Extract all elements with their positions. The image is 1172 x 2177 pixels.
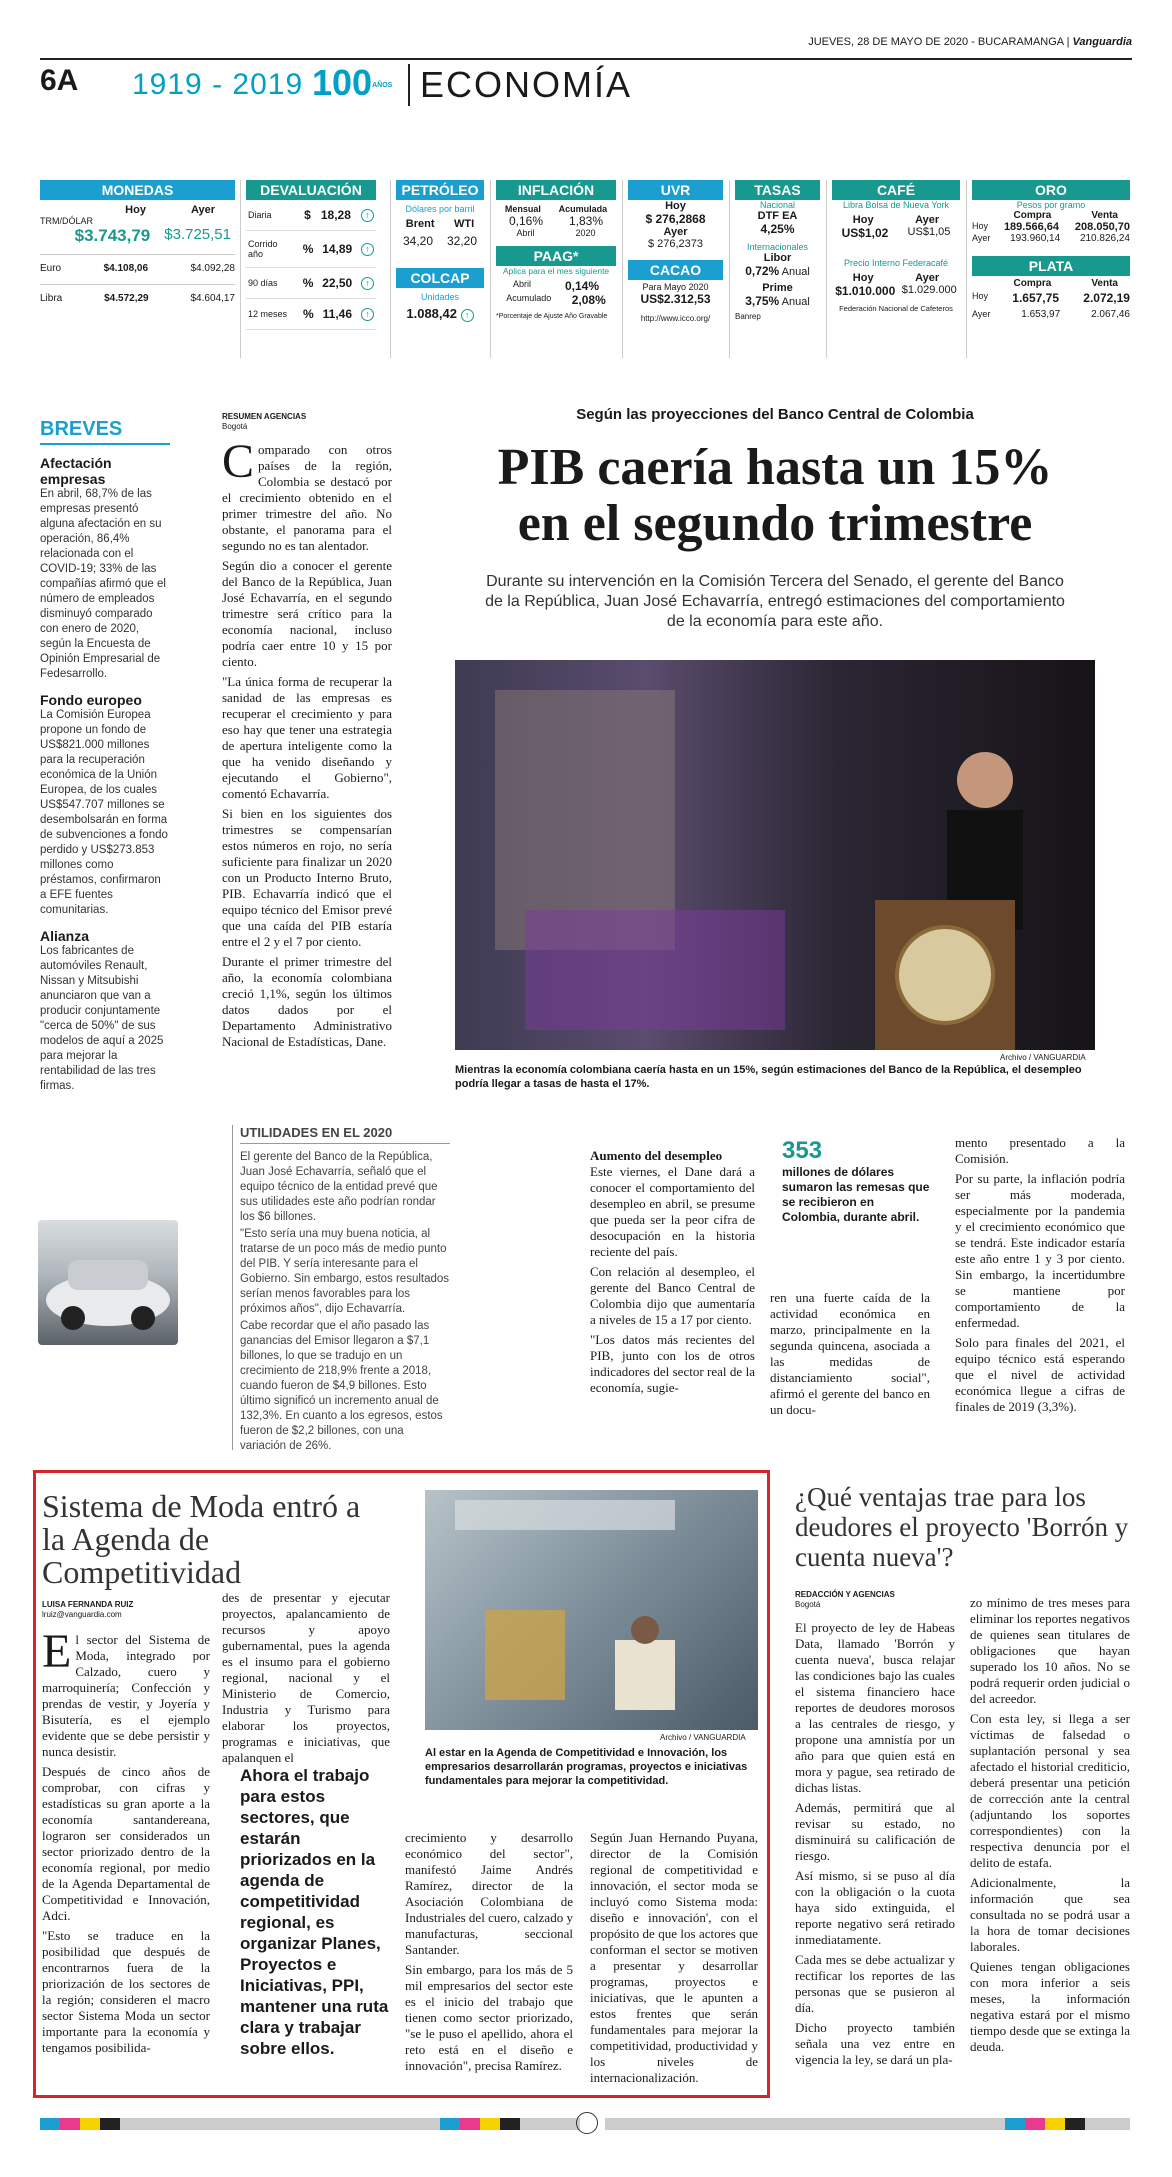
years-label: 1919 - 2019 [132, 68, 304, 101]
trm-label: TRM/DÓLAR [40, 216, 94, 226]
paragraph: Con relación al desempleo, el gerente del Banco Central de Colombia dijo que aumentaría a niveles de 15 a 17 por ciento. [590, 1264, 755, 1327]
main-deck: Durante su intervención en la Comisión Tercera del Senado, el gerente del Banco de la República, Juan José Echavarría, entregó estimaciones del comportamiento de la economía para este año. [485, 573, 1065, 630]
cacao-title: CACAO [628, 260, 723, 280]
oro-box [972, 180, 1130, 320]
oro-sub: Pesos por gramo [1016, 200, 1086, 210]
brent-label: Brent [405, 218, 435, 230]
paragraph: Con esta ley, si llega a ser víctimas de falsedad o suplantación personal y sea afectado el historial crediticio, deberá presentar una petición de corrección ante la central (adjuntando los soportes correspondientes) con la respectiva denuncia por el delito de estafa. [970, 1711, 1130, 1870]
plata-ayer-label: Ayer [972, 309, 991, 319]
uvr-ayer-label: Ayer [663, 226, 688, 238]
arrow-up-icon: ↑ [461, 309, 474, 322]
devaluacion-value: 14,89 [322, 242, 353, 256]
libra-label: Libra [40, 293, 63, 304]
acumulada-sub: 2020 [575, 228, 596, 238]
tasas-internacionales: Internacionales [746, 242, 809, 252]
utilidades-border [232, 1125, 233, 1450]
breve-text: En abril, 68,7% de las empresas presentó alguna afectación en su operación, 86,4% relacionada con el COVID-19; 33% de las compañías afirmó que el número de empleados disminuyó comparado con enero de 2020, según la Encuesta de Opinión Empresarial de Fedesarrollo. [40, 488, 166, 680]
paragraph: Dicho proyecto también señala una vez entre en vigencia la ley, se dará un pla- [795, 2020, 955, 2067]
tasas-title: TASAS [735, 180, 820, 200]
cafe-ayer-label: Ayer [915, 214, 940, 226]
paragraph: Solo para finales del 2021, el equipo técnico está esperando que el nivel de actividad económica llegue a cifras de finales de 2019 (3,3%). [955, 1335, 1125, 1414]
uvr-box [628, 180, 723, 323]
euro-ayer: $4.092,28 [190, 263, 235, 274]
paragraph: Adicionalmente, la información que sea consultada no se podrá usar a la hora de tomar decisiones laborales. [970, 1875, 1130, 1954]
registration-mark-icon [576, 2112, 598, 2134]
devaluacion-box [246, 180, 376, 330]
moda-col4 [590, 1830, 758, 2090]
moda-caption: Al estar en la Agenda de Competitividad e Innovación, los empresarios desarrollarán programas, proyectos e iniciativas fundamentales para mejorar la competitividad. [425, 1747, 748, 1787]
cacao-note: http://www.icco.org/ [640, 314, 711, 323]
moda-quote-text: Ahora el trabajo para estos sectores, que estarán priorizados en la agenda de competitividad regional, es organizar Planes, Proyectos e Iniciativas, PPI, mantener una ruta clara y trabajar sobre ellos. [240, 1766, 389, 2058]
uvr-ayer-value: $ 276,2373 [647, 238, 704, 250]
tasas-nacional: Nacional [759, 200, 796, 210]
paragraph: Quienes tengan obligaciones con mora inferior a seis meses, la información negativa estará por el mismo tiempo desde que se extinga la deuda. [970, 1959, 1130, 2054]
paragraph: Comparado con otros países de la región, Colombia se destacó por el crecimiento obtenido en el primer trimestre del año. No obstante, el panorama para el segundo no es tan alentador. [222, 435, 392, 553]
main-col4 [770, 1290, 930, 1422]
moda-col4-text: Según Juan Hernando Puyana, director de la Comisión regional de competitividad e innovación, el sector moda se incluyó como Sistema moda: diseño e innovación', con el propósito de que los actores que conforman el sector se motiven a presentar y desarrollar programas, proyectos e iniciativas, que le apunten a estos frentes que serán fundamentales para mejorar la competitividad, productividad y los niveles de internacionalización. [590, 1830, 758, 2085]
plata-ayer-compra: 1.653,97 [1021, 309, 1061, 320]
plata-venta-label: Venta [1091, 278, 1118, 289]
paragraph: crecimiento y desarrollo económico del sector", manifestó Jaime Andrés Ramírez, director de la Asociación Colombiana de Industriales del cuero, calzado y manufacturas, seccional Santander. [405, 1830, 573, 1957]
moda-col1 [42, 1625, 210, 2060]
brent-value: 34,20 [402, 234, 434, 248]
moda-email: lruiz@vanguardia.com [42, 1610, 122, 1619]
devaluacion-value: 22,50 [322, 276, 353, 290]
paragraph: zo mínimo de tres meses para eliminar los reportes negativos de quienes sean titulares de obligaciones que hayan superado los 10 años. No se podrá requerir orden judicial o del acreedor. [970, 1595, 1130, 1706]
main-city: Bogotá [222, 422, 248, 431]
divider [240, 180, 241, 358]
cafe-sub2: Precio Interno Federacafé [843, 258, 949, 268]
main-kicker: Según las proyecciones del Banco Central de Colombia [576, 406, 974, 423]
monedas-title: MONEDAS [40, 180, 235, 200]
cafe-ayer2-label: Ayer [915, 272, 940, 284]
libor-label: Libor [763, 252, 792, 264]
cacao-sub: Para Mayo 2020 [642, 282, 709, 292]
main-col1 [222, 435, 392, 1054]
devaluacion-unit: $ [304, 208, 311, 222]
paag-sub: Aplica para el mes siguiente [502, 266, 610, 276]
cafe-box [832, 180, 960, 313]
main-byline: RESUMEN AGENCIAS [222, 412, 307, 421]
devaluacion-unit: % [302, 242, 314, 256]
devaluacion-unit: % [302, 276, 314, 290]
divider [390, 180, 391, 358]
moda-quote [240, 1765, 390, 2059]
paragraph: "La única forma de recuperar la sanidad de las empresas es recuperar el crecimiento y para eso hay que tener una estrategia de apertura inteligente como la que ha venido diseñando y ejecutando el Gobierno", comentó Echavarría. [222, 674, 392, 801]
breve-heading: Afectación empresas [40, 455, 112, 487]
breve-text: Los fabricantes de automóviles Renault, Nissan y Mitsubishi anunciaron que van a producir conjuntamente "cerca de 50%" de sus modelos de aquí a 2025 para mejorar la rentabilidad de las tres firmas. [40, 945, 164, 1092]
paragraph: mento presentado a la Comisión. [955, 1135, 1125, 1166]
oro-compra-label: Compra [1013, 210, 1052, 221]
cafe-sub: Libra Bolsa de Nueva York [842, 200, 950, 210]
divider [729, 180, 730, 358]
tasas-box [735, 180, 820, 321]
trm-ayer: $3.725,51 [164, 226, 231, 243]
stat-box [782, 1137, 932, 1225]
factory-photo-icon [425, 1490, 758, 1730]
devaluacion-title: DEVALUACIÓN [246, 180, 376, 200]
paragraph: Además, permitirá que al revisar su estado, no disminuirá su calificación de riesgo. [795, 1800, 955, 1863]
libor-unit: Anual [781, 266, 810, 278]
arrow-up-icon: ↑ [361, 277, 374, 290]
tasas-note: Banrep [735, 312, 761, 321]
divider [490, 180, 491, 358]
stat-number: 353 [782, 1137, 823, 1164]
oro-hoy-compra: 189.566,64 [1003, 221, 1059, 233]
paragraph: Así mismo, si se puso al día con la obligación o la cuota haya sido extinguida, el reporte negativo será retirado inmediatamente. [795, 1868, 955, 1947]
devaluacion-value: 18,28 [320, 208, 351, 222]
uvr-hoy-value: $ 276,2868 [645, 212, 706, 226]
color-registration-bar-left [40, 2118, 580, 2130]
divider [966, 180, 967, 358]
mensual-label: Mensual [504, 204, 541, 214]
utilidades-paragraph: "Esto sería una muy buena noticia, al tratarse de un poco más de medio punto del PIB. Y sería interesante para el Gobierno. Sin embargo, estos resultados serían menos favorables para los próximos años", dijo Echavarría. [240, 1228, 450, 1315]
mensual-value: 0,16% [508, 214, 544, 228]
oro-ayer-label: Ayer [972, 233, 991, 243]
brand: Vanguardia [1072, 36, 1132, 48]
petroleo-title: PETRÓLEO [396, 180, 484, 200]
dtf-value: 4,25% [760, 222, 795, 236]
breves-title: BREVES [40, 418, 123, 440]
centenary-logo: 100AÑOS [312, 62, 393, 103]
trm-hoy: $3.743,79 [74, 226, 151, 245]
paragraph: Después de cinco años de comprobar, con cifras y estadísticas su gran aporte a la economía santandereana, lograron ser considerados un sector priorizado dentro de la economía regional, por medio de la Agenda Departamental de Competitividad e Innovación, Adci. [42, 1764, 210, 1923]
cafe-title: CAFÉ [832, 180, 960, 200]
moda-col3 [405, 1830, 573, 2078]
cafe-note: Federación Nacional de Cafeteros [839, 304, 953, 313]
devaluacion-label: Diaria [248, 210, 272, 220]
paragraph: Según dio a conocer el gerente del Banco de la República, Juan José Echavarría, en el segundo trimestre será crítico para la economía nacional, incluso podría caer entre 10 y 15 por ciento. [222, 558, 392, 669]
paragraph: Sin embargo, para los más de 5 mil empresarios del sector este es el inicio del trabajo que tienen como sector priorizado, "se le puso el apellido, ahora el reto está en el diseño e innovación", precisa Ramírez. [405, 1962, 573, 2073]
main-col5 [955, 1135, 1125, 1419]
desempleo-col [590, 1148, 755, 1400]
car-icon [38, 1220, 178, 1345]
paag-acum: Acumulado [506, 293, 552, 303]
divider [826, 180, 827, 358]
moda-headline: Sistema de Moda entró a la Agenda de Competitividad [42, 1488, 361, 1590]
euro-hoy: $4.108,06 [103, 263, 149, 274]
borron-city: Bogotá [795, 1600, 821, 1609]
headline-line2: en el segundo trimestre [517, 495, 1033, 552]
devaluacion-label: 90 días [248, 278, 278, 288]
oro-hoy-label: Hoy [972, 221, 989, 231]
oro-title: ORO [972, 180, 1130, 200]
headline-line1: PIB caería hasta un 15% [497, 439, 1053, 496]
breve-text: La Comisión Europea propone un fondo de US$821.000 millones para la recuperación económica de la Unión Europea, de los cuales US$547.707 millones se desembolsarán en forma de subvenciones a fondo perdido y US$273.853 millones como préstamos, confirmaron a EFE fuentes comunitarias. [40, 709, 168, 916]
devaluacion-value: 11,46 [322, 307, 353, 321]
main-caption: Mientras la economía colombiana caería hasta en un 15%, según estimaciones del Banco de la República, el desempleo podría llegar a tasas de hasta el 17%. [455, 1064, 1082, 1090]
col-ayer: Ayer [190, 204, 215, 216]
borron-col1 [795, 1620, 955, 2072]
breve-heading: Alianza [40, 928, 90, 944]
prime-value: 3,75% [745, 294, 780, 308]
prime-unit: Anual [781, 296, 810, 308]
speaker-photo-icon [455, 660, 1095, 1050]
section-title: ECONOMÍA [408, 64, 632, 106]
inflacion-title: INFLACIÓN [496, 180, 616, 200]
paragraph: Durante el primer trimestre del año, la economía colombiana creció 1,1%, según los últimos datos dados por el Departamento Administrativo Nacional de Estadísticas, Dane. [222, 954, 392, 1049]
uvr-hoy-label: Hoy [665, 200, 686, 212]
cafe-hoy2-label: Hoy [852, 272, 874, 284]
plata-hoy-venta: 2.072,19 [1083, 291, 1130, 305]
paragraph: Por su parte, la inflación podría ser más moderada, especialmente por la pandemia y el crecimiento económico que se tendrá. Este indicador estaría este año entre 1 y 3 por ciento. Sin embargo, la incertidumbre se mantiene por comportamiento de la enfermedad. [955, 1171, 1125, 1330]
plata-hoy-compra: 1.657,75 [1012, 291, 1059, 305]
paragraph: El sector del Sistema de Moda, integrado por Calzado, cuero y marroquinería; Confección y prendas de vestir, y Joyería y Bisutería, es el ejemplo evidente que se debe persistir y nunca desistir. [42, 1625, 210, 1759]
moda-col2 [222, 1590, 390, 1770]
utilidades-paragraph: Cabe recordar que el año pasado las ganancias del Emisor llegaron a $7,1 billones, lo que se tradujo en un crecimiento de 218,9% frente a 2018, cuando fueron de $4,9 billones. Esto último significó un incremento anual de 132,3%. En cuanto a los egresos, estos fueron de $2,2 billones, con una variación de 26%. [240, 1320, 443, 1452]
plata-compra-label: Compra [1013, 278, 1052, 289]
devaluacion-label: 12 meses [248, 309, 288, 319]
colcap-title: COLCAP [396, 268, 484, 288]
moda-author: LUISA FERNANDA RUIZ [42, 1600, 134, 1609]
oro-hoy-venta: 208.050,70 [1074, 221, 1130, 233]
paag-note: *Porcentaje de Ajuste Año Gravable [496, 313, 608, 320]
acumulada-value: 1,83% [568, 214, 604, 228]
petroleo-box [396, 180, 484, 322]
breve-heading: Fondo europeo [40, 692, 142, 708]
mensual-sub: Abril [516, 228, 535, 238]
car-photo [38, 1220, 178, 1345]
libra-ayer: $4.604,17 [190, 293, 235, 304]
breves-column [40, 418, 170, 1094]
paragraph: Este viernes, el Dane dará a conocer el comportamiento del desempleo en abril, se presume que pueda ser la peor cifra de desocupación en la historia reciente del país. [590, 1164, 755, 1259]
acumulada-label: Acumulada [558, 204, 608, 214]
paragraph: "Esto se traduce en la posibilidad que después de encontrarnos fuera de la priorización de los sectores de la región; consideren el macro sector Sistema Moda un sector importante para la economía y tengamos posibilida- [42, 1928, 210, 2055]
borron-headline: ¿Qué ventajas trae para los deudores el proyecto 'Borrón y cuenta nueva'? [795, 1482, 1129, 1572]
libor-value: 0,72% [745, 264, 780, 278]
moda-col2-text: des de presentar y ejecutar proyectos, apalancamiento de recursos y apoyo gubernamental, pues la agenda es el insumo para el gobierno regional, nacional y el Ministerio de Comercio, Industria y Turismo para elaborar los proyectos, programas e iniciativas, que apalanquen el [222, 1590, 390, 1765]
desempleo-title: Aumento del desempleo [590, 1148, 723, 1163]
wti-value: 32,20 [446, 234, 478, 248]
devaluacion-row [246, 200, 376, 231]
utilidades-paragraph: El gerente del Banco de la República, Juan José Echavarría, señaló que el equipo técnico de la entidad prevé que sus utilidades este año podrían rondar los $6 billones. [240, 1151, 438, 1223]
paragraph: Cada mes se debe actualizar y rectificar los reportes de las personas que se pusieron al día. [795, 1952, 955, 2015]
breves-rule [40, 443, 170, 445]
paragraph: El proyecto de ley de Habeas Data, llamado 'Borrón y cuenta nueva', busca relajar las condiciones bajo las cuales el sistema financiero hace reportes de deudores morosos a las centrales de riesgo, y propone una amnistía por un año para que quien está en mora y pague, sea retirado de dichas listas. [795, 1620, 955, 1795]
petroleo-sub: Dólares por barril [405, 204, 475, 214]
borron-byline: REDACCIÓN Y AGENCIAS [795, 1590, 895, 1599]
libra-hoy: $4.572,29 [104, 293, 149, 304]
cacao-value: US$2.312,53 [640, 292, 711, 306]
dateline: JUEVES, 28 DE MAYO DE 2020 - BUCARAMANGA | Vanguardia [808, 36, 1132, 48]
devaluacion-row [246, 299, 376, 330]
euro-label: Euro [40, 263, 62, 274]
utilidades-rule [240, 1143, 450, 1144]
divider [622, 180, 623, 358]
arrow-up-icon: ↑ [361, 308, 374, 321]
stat-text: millones de dólares sumaron las remesas que se recibieron en Colombia, durante abril. [782, 1165, 930, 1224]
dtf-label: DTF EA [757, 210, 798, 222]
plata-ayer-venta: 2.067,46 [1091, 309, 1130, 320]
color-registration-bar-right [605, 2118, 1130, 2130]
plata-hoy-label: Hoy [972, 291, 989, 301]
utilidades-box [240, 1125, 450, 1456]
paag-abril-value: 0,14% [564, 279, 599, 293]
cafe-hoy-value: US$1,02 [841, 226, 889, 240]
oro-venta-label: Venta [1091, 210, 1118, 221]
cafe-hoy2-value: $1.010.000 [835, 284, 896, 298]
moda-photo-credit: Archivo / VANGUARDIA [660, 1733, 746, 1742]
oro-ayer-venta: 210.826,24 [1079, 233, 1130, 244]
moda-photo [425, 1490, 758, 1730]
page-number: 6A [40, 64, 79, 97]
cafe-hoy-label: Hoy [852, 214, 874, 226]
colcap-sub: Unidades [420, 292, 460, 302]
cafe-ayer2-value: $1.029.000 [901, 284, 957, 296]
main-headline [455, 440, 1095, 552]
prime-label: Prime [762, 282, 793, 294]
paragraph: "Los datos más recientes del PIB, junto con los de otros indicadores del sector real de la economía, sugie- [590, 1332, 755, 1395]
inflacion-box [496, 180, 616, 320]
main-photo-credit: Archivo / VANGUARDIA [1000, 1053, 1086, 1062]
devaluacion-label: Corrido año [248, 239, 278, 259]
paag-abril: Abril [512, 279, 531, 289]
arrow-up-icon: ↑ [361, 243, 374, 256]
paag-acum-value: 2,08% [571, 293, 606, 307]
main-photo [455, 660, 1095, 1050]
col-hoy: Hoy [125, 204, 146, 216]
paag-title: PAAG* [496, 246, 616, 266]
borron-col2 [970, 1595, 1130, 2059]
uvr-title: UVR [628, 180, 723, 200]
cafe-ayer-value: US$1,05 [907, 226, 951, 238]
devaluacion-unit: % [302, 307, 314, 321]
oro-ayer-compra: 193.960,14 [1010, 233, 1061, 244]
plata-title: PLATA [972, 256, 1130, 276]
monedas-box [40, 180, 235, 304]
wti-label: WTI [454, 218, 475, 230]
paragraph: Si bien en los siguientes dos trimestres se compensarían estos números en rojo, no sería suficiente para finalizar un 2020 con un Producto Interno Bruto, PIB. Echavarría indicó que el equipo técnico del Emisor prevé que una caída del PIB estaría entre el 2 y el 7 por ciento. [222, 806, 392, 949]
utilidades-title: UTILIDADES EN EL 2020 [240, 1125, 393, 1140]
devaluacion-row [246, 268, 376, 299]
header-rule [40, 58, 1132, 60]
main-col4-text: ren una fuerte caída de la actividad económica en marzo, principalmente en la segunda quincena, asociada a las medidas de distanciamiento social", afirmó el gerente del banco en un docu- [770, 1290, 930, 1417]
devaluacion-row [246, 231, 376, 268]
colcap-value: 1.088,42 [406, 306, 457, 321]
arrow-up-icon: ↑ [361, 209, 374, 222]
